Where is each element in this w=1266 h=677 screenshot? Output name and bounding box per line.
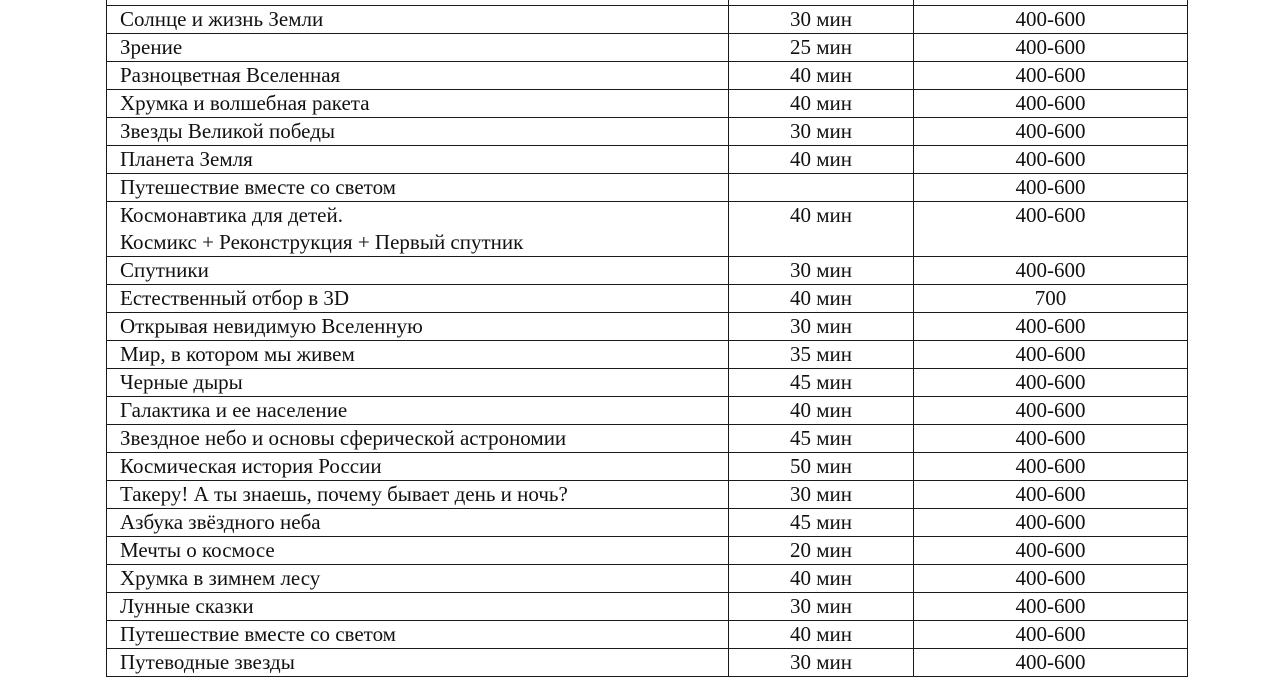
- price-cell: 400-600: [914, 649, 1188, 677]
- program-name-cell: Солнце и жизнь Земли: [107, 6, 729, 34]
- program-name-cell: Лунные сказки: [107, 593, 729, 621]
- program-name-cell: Открывая невидимую Вселенную: [107, 313, 729, 341]
- price-cell: 400-600: [914, 425, 1188, 453]
- price-cell: 400-600: [914, 174, 1188, 202]
- duration-cell: 30 мин: [729, 257, 914, 285]
- price-cell: 400-600: [914, 565, 1188, 593]
- program-name-cell: Такеру! А ты знаешь, почему бывает день и ночь?: [107, 481, 729, 509]
- duration-cell: 50 мин: [729, 453, 914, 481]
- table-row: [107, 62, 1188, 90]
- price-cell: 400-600: [914, 90, 1188, 118]
- program-name-cell: Азбука звёздного неба: [107, 509, 729, 537]
- table-row: [107, 621, 1188, 649]
- program-name-cell: Мечты о космосе: [107, 537, 729, 565]
- program-name-cell: Разноцветная Вселенная: [107, 62, 729, 90]
- duration-cell: 40 мин: [729, 90, 914, 118]
- table-row: [107, 202, 1188, 257]
- price-cell: 400-600: [914, 34, 1188, 62]
- program-name-cell: Путеводные звезды: [107, 649, 729, 677]
- table-row: [107, 6, 1188, 34]
- price-cell: 400-600: [914, 257, 1188, 285]
- table-row: [107, 90, 1188, 118]
- program-name-cell: Галактика и ее население: [107, 397, 729, 425]
- program-name-cell: Путешествие вместе со светом: [107, 621, 729, 649]
- table-row: [107, 453, 1188, 481]
- table-row: [107, 509, 1188, 537]
- table-row: [107, 34, 1188, 62]
- table-row: [107, 565, 1188, 593]
- program-name-cell: [107, 202, 729, 257]
- table-row: [107, 146, 1188, 174]
- price-cell: 400-600: [914, 202, 1188, 257]
- program-name-cell: Зрение: [107, 34, 729, 62]
- program-name-cell: Спутники: [107, 257, 729, 285]
- duration-cell: 30 мин: [729, 649, 914, 677]
- program-name-line: Космонавтика для детей.: [120, 203, 343, 227]
- duration-cell: 40 мин: [729, 202, 914, 257]
- duration-cell: 40 мин: [729, 146, 914, 174]
- table-row: [107, 369, 1188, 397]
- table-row: [107, 649, 1188, 677]
- price-cell: 400-600: [914, 6, 1188, 34]
- duration-cell: 30 мин: [729, 481, 914, 509]
- table-row: [107, 397, 1188, 425]
- price-cell: 700: [914, 285, 1188, 313]
- table-row: [107, 593, 1188, 621]
- program-name-cell: Путешествие вместе со светом: [107, 174, 729, 202]
- table-row: [107, 313, 1188, 341]
- duration-cell: 30 мин: [729, 6, 914, 34]
- table-row: [107, 118, 1188, 146]
- price-cell: 400-600: [914, 62, 1188, 90]
- table-row: [107, 285, 1188, 313]
- price-cell: 400-600: [914, 341, 1188, 369]
- price-cell: 400-600: [914, 313, 1188, 341]
- price-cell: 400-600: [914, 118, 1188, 146]
- program-name-line: Космикс + Реконструкция + Первый спутник: [120, 230, 524, 254]
- duration-cell: 40 мин: [729, 62, 914, 90]
- price-table: [106, 0, 1188, 677]
- price-cell: 400-600: [914, 453, 1188, 481]
- table-row: [107, 537, 1188, 565]
- duration-cell: 35 мин: [729, 341, 914, 369]
- duration-cell: 45 мин: [729, 509, 914, 537]
- price-cell: 400-600: [914, 593, 1188, 621]
- table-row: [107, 174, 1188, 202]
- price-cell: 400-600: [914, 369, 1188, 397]
- program-name-cell: Черные дыры: [107, 369, 729, 397]
- program-name-cell: Хрумка и волшебная ракета: [107, 90, 729, 118]
- duration-cell: 40 мин: [729, 621, 914, 649]
- price-cell: 400-600: [914, 537, 1188, 565]
- duration-cell: 45 мин: [729, 425, 914, 453]
- duration-cell: 25 мин: [729, 34, 914, 62]
- table-row: [107, 341, 1188, 369]
- program-name-cell: Звездное небо и основы сферической астрономии: [107, 425, 729, 453]
- program-name-cell: Естественный отбор в 3D: [107, 285, 729, 313]
- duration-cell: 40 мин: [729, 565, 914, 593]
- duration-cell: 40 мин: [729, 397, 914, 425]
- program-name-cell: Космическая история России: [107, 453, 729, 481]
- table-row: [107, 257, 1188, 285]
- duration-cell: 30 мин: [729, 313, 914, 341]
- duration-cell: 30 мин: [729, 118, 914, 146]
- program-name-cell: Хрумка в зимнем лесу: [107, 565, 729, 593]
- duration-cell: [729, 174, 914, 202]
- duration-cell: 40 мин: [729, 285, 914, 313]
- price-cell: 400-600: [914, 397, 1188, 425]
- program-name-cell: Планета Земля: [107, 146, 729, 174]
- duration-cell: 45 мин: [729, 369, 914, 397]
- price-cell: 400-600: [914, 481, 1188, 509]
- price-cell: 400-600: [914, 509, 1188, 537]
- program-name-cell: Мир, в котором мы живем: [107, 341, 729, 369]
- price-cell: 400-600: [914, 146, 1188, 174]
- table-row: [107, 425, 1188, 453]
- price-cell: 400-600: [914, 621, 1188, 649]
- duration-cell: 20 мин: [729, 537, 914, 565]
- program-name-cell: Звезды Великой победы: [107, 118, 729, 146]
- table-row: [107, 481, 1188, 509]
- duration-cell: 30 мин: [729, 593, 914, 621]
